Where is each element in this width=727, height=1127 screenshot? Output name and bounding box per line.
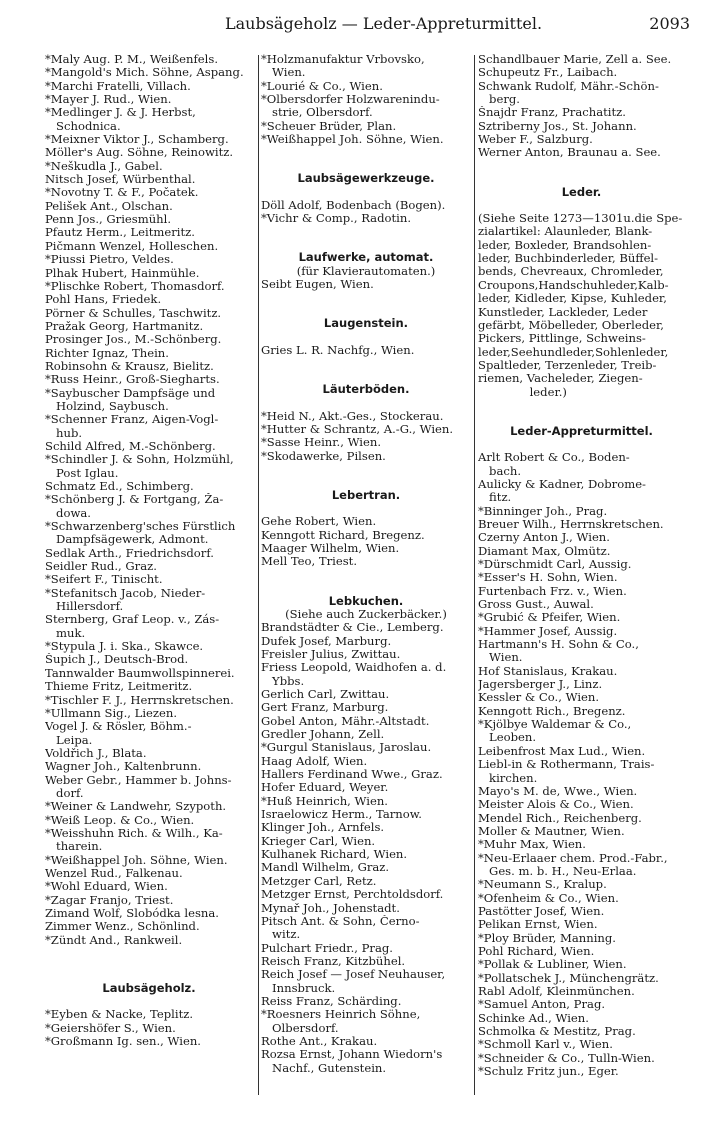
directory-entry: Arlt Robert & Co., Boden- [478,451,630,465]
directory-entry: Sternberg, Graf Leop. v., Zás- [45,613,220,627]
directory-entry: Mynař Joh., Johenstadt. [261,901,400,915]
directory-entry: Brandstädter & Cie., Lemberg. [261,621,444,635]
directory-entry: Kessler & Co., Wien. [478,691,600,705]
directory-entry: *Schneider & Co., Tulln-Wien. [478,1051,655,1065]
directory-entry: leder.) [478,385,567,399]
directory-entry: Schodnica. [45,119,121,133]
directory-entry: *Muhr Max, Wien. [478,838,586,852]
directory-entry: Prosinger Jos., M.-Schönberg. [45,333,222,347]
directory-entry: Pickers, Pittlinge, Schweins- [478,332,646,346]
directory-entry: *Schmoll Karl v., Wien. [478,1038,613,1052]
directory-entry: Innsbruck. [261,981,336,995]
directory-entry: leder, Boxleder, Brandsohlen- [478,238,652,252]
directory-entry: Gries L. R. Nachfg., Wien. [261,343,415,357]
directory-entry: *Ullmann Sig., Liezen. [45,706,178,720]
entry-list [478,53,685,160]
directory-entry: Maager Wilhelm, Wien. [261,541,400,555]
directory-entry: Richter Ignaz, Thein. [45,346,169,360]
directory-entry: *Olbersdorfer Holzwarenindu- [261,93,440,107]
directory-entry: dowa. [45,506,91,520]
directory-entry: Klinger Joh., Arnfels. [261,821,385,835]
directory-entry: Leipa. [45,733,93,747]
directory-entry: Pfautz Herm., Leitmeritz. [45,226,195,240]
directory-entry: Schinke Ad., Wien. [478,1011,589,1025]
directory-entry: *Stypula J. i. Ska., Skawce. [45,640,204,654]
directory-entry: Moller & Mautner, Wien. [478,824,625,838]
column-divider-2 [474,55,475,1095]
directory-entry: Penn Jos., Griesmühl. [45,213,172,227]
page-number: 2093 [649,14,690,33]
directory-entry: Voldřich J., Blata. [45,746,147,760]
directory-entry: Mell Teo, Triest. [261,555,358,569]
directory-entry: Schmolka & Mestitz, Prag. [478,1025,636,1039]
directory-entry: Gehe Robert, Wien. [261,515,377,529]
column-3 [478,53,685,1078]
directory-entry: zialartikel: Alaunleder, Blank- [478,225,653,239]
column-2 [261,53,471,1075]
directory-entry: *Hutter & Schrantz, A.-G., Wien. [261,422,454,436]
directory-entry: *Schulz Fritz jun., Eger. [478,1065,619,1079]
running-title: Laubsägeholz — Leder-Appreturmittel. [225,14,543,33]
directory-entry: Czerny Anton J., Wien. [478,531,610,545]
directory-entry: Schupeutz Fr., Laibach. [478,66,618,80]
directory-entry: *Wohl Eduard, Wien. [45,880,168,894]
section-heading: Leder. [561,184,602,199]
directory-entry: leder,Seehundleder,Sohlenleder, [478,345,669,359]
directory-entry: *Russ Heinr., Groß-Siegharts. [45,373,220,387]
directory-entry: *Schindler J. & Sohn, Holzmühl, [45,453,234,467]
entry-list [261,199,471,226]
directory-entry: *Grubić & Pfeifer, Wien. [478,611,621,625]
directory-entry: berg. [478,93,520,107]
directory-entry: *Skodawerke, Pilsen. [261,449,386,463]
directory-entry: Pičmann Wenzel, Holleschen. [45,239,219,253]
entry-list [261,515,471,568]
directory-entry: Werner Anton, Braunau a. See. [478,146,661,160]
directory-entry: Spaltleder, Terzenleder, Treib- [478,358,657,372]
directory-entry: muk. [45,626,86,640]
directory-entry: Pitsch Ant. & Sohn, Černo- [261,914,420,928]
directory-entry: *Ploy Brüder, Manning. [478,931,616,945]
directory-entry: *Huß Heinrich, Wien. [261,794,388,808]
directory-entry: *Maly Aug. P. M., Weißenfels. [45,53,219,66]
directory-entry: Jagersberger J., Linz. [478,678,603,692]
directory-entry: *Mangold's Mich. Söhne, Aspang. [45,66,244,80]
directory-entry: Gredler Johann, Zell. [261,728,385,742]
directory-entry: *Weisshuhn Rich. & Wilh., Ka- [45,826,223,840]
directory-entry: Reiss Franz, Schärding. [261,994,402,1008]
directory-entry: *Schwarzenberg'sches Fürstlich [45,520,236,534]
directory-entry: Nitsch Josef, Würbenthal. [45,173,196,187]
section-heading: Lebkuchen. [328,593,404,608]
directory-entry: Mendel Rich., Reichenberg. [478,811,642,825]
entry-list [45,1008,253,1048]
directory-entry: fitz. [478,491,512,505]
directory-entry: Gert Franz, Marburg. [261,701,389,715]
directory-entry: *Scheuer Brüder, Plan. [261,119,397,133]
directory-entry: *Schenner Franz, Aigen-Vogl- [45,413,219,427]
directory-entry: *Holzmanufaktur Vrbovsko, [261,53,425,66]
directory-entry: Gross Gust., Auwal. [478,598,594,612]
directory-entry: Seibt Eugen, Wien. [261,278,374,292]
directory-entry: Wien. [261,66,306,80]
directory-entry: *Mayer J. Rud., Wien. [45,93,172,107]
section-heading: Laufwerke, automat. [298,250,434,265]
directory-entry: Weber F., Salzburg. [478,133,593,147]
directory-entry: Liebl-in & Rothermann, Trais- [478,758,655,772]
directory-entry: Pulchart Friedr., Prag. [261,941,393,955]
directory-entry: *Gurgul Stanislaus, Jaroslau. [261,741,432,755]
directory-entry: Dufek Josef, Marburg. [261,634,392,648]
directory-entry: Schmatz Ed., Schimberg. [45,480,194,493]
directory-entry: Krieger Carl, Wien. [261,834,376,848]
section-note: (für Klavierautomaten.) [296,263,436,278]
entry-list [45,53,253,947]
directory-entry: *Marchi Fratelli, Villach. [45,79,191,93]
directory-entry: Metzger Carl, Retz. [261,874,377,888]
directory-entry: *Zündt And., Rankweil. [45,933,183,947]
directory-entry: *Zagar Franjo, Triest. [45,893,174,907]
directory-entry: *Schönberg J. & Fortgang, Ža- [45,493,224,507]
directory-entry: *Hammer Josef, Aussig. [478,624,618,638]
directory-entry: Haag Adolf, Wien. [261,754,368,768]
section-heading: Laubsägewerkzeuge. [297,171,435,186]
directory-entry: *Vichr & Comp., Radotin. [261,212,412,226]
directory-entry: *Novotny T. & F., Počatek. [45,186,199,200]
directory-entry: Plhak Hubert, Hainmühle. [45,266,200,280]
section-heading: Lebertran. [331,487,401,502]
directory-entry: *Samuel Anton, Prag. [478,998,606,1012]
directory-entry: Sedlak Arth., Friedrichsdorf. [45,546,214,560]
page-header [40,8,690,36]
directory-entry: *Binninger Joh., Prag. [478,504,608,518]
entry-list [261,278,471,291]
directory-entry: (Siehe Seite 1273—1301u.die Spe- [478,212,683,226]
directory-entry: leder, Kidleder, Kipse, Kuhleder, [478,292,667,306]
directory-entry: Mandl Wilhelm, Graz. [261,861,390,875]
directory-entry: Hallers Ferdinand Wwe., Graz. [261,768,443,782]
directory-entry: Robinsohn & Krausz, Bielitz. [45,359,214,373]
directory-entry: Hartmann's H. Sohn & Co., [478,638,639,652]
directory-entry: Döll Adolf, Bodenbach (Bogen). [261,198,446,212]
directory-entry: Pražak Georg, Hartmanitz. [45,319,204,333]
column-1 [45,53,253,1048]
directory-entry: Wagner Joh., Kaltenbrunn. [45,760,202,774]
directory-entry: Reich Josef — Josef Neuhauser, [261,968,446,982]
directory-entry: *Seifert F., Tinischt. [45,573,163,587]
directory-entry: *Meixner Viktor J., Schamberg. [45,133,229,147]
directory-entry: Pelišek Ant., Olschan. [45,199,173,213]
directory-entry: *Weißhappel Joh. Söhne, Wien. [261,133,444,147]
directory-entry: Thieme Fritz, Leitmeritz. [45,680,193,694]
directory-entry: Breuer Wilh., Herrnskretschen. [478,517,664,531]
directory-entry: *Medlinger J. & J. Herbst, [45,106,196,120]
directory-entry: tharein. [45,840,103,854]
directory-entry: *Geiershöfer S., Wien. [45,1021,176,1035]
directory-entry: Vogel J. & Rösler, Böhm.- [45,720,192,734]
directory-entry: Kenngott Richard, Bregenz. [261,528,425,542]
directory-entry: gefärbt, Möbelleder, Oberleder, [478,318,664,332]
directory-entry: Kenngott Rich., Bregenz. [478,704,626,718]
entry-list [261,53,471,146]
directory-entry: bends, Chevreaux, Chromleder, [478,265,664,279]
directory-entry: *Sasse Heinr., Wien. [261,436,382,450]
directory-entry: Rothe Ant., Krakau. [261,1034,378,1048]
directory-entry: *Ofenheim & Co., Wien. [478,891,619,905]
directory-entry: *Neumann S., Kralup. [478,878,607,892]
directory-entry: hub. [45,426,83,440]
directory-entry: Seidler Rud., Graz. [45,560,157,574]
directory-entry: Post Iglau. [45,466,119,480]
directory-entry: dorf. [45,786,84,800]
entry-list [261,410,471,463]
directory-entry: Pelikan Ernst, Wien. [478,918,598,932]
directory-entry: *Lourié & Co., Wien. [261,79,383,93]
directory-entry: *Saybuscher Dampfsäge und [45,386,216,400]
section-heading: Läuterböden. [322,382,410,397]
directory-entry: *Weißhappel Joh. Söhne, Wien. [45,853,228,867]
directory-entry: *Tischler F. J., Herrnskretschen. [45,693,234,707]
directory-entry: Gobel Anton, Mähr.-Altstadt. [261,714,430,728]
directory-entry: Olbersdorf. [261,1021,339,1035]
directory-entry: Hillersdorf. [45,600,124,614]
directory-entry: Metzger Ernst, Perchtoldsdorf. [261,888,444,902]
directory-entry: Kunstleder, Lackleder, Leder [478,305,648,319]
directory-entry: Hofer Eduard, Weyer. [261,781,389,795]
directory-entry: *Weiner & Landwehr, Szypoth. [45,800,227,814]
directory-entry: *Esser's H. Sohn, Wien. [478,571,618,585]
directory-entry: *Großmann Ig. sen., Wien. [45,1035,201,1049]
directory-entry: Ybbs. [261,674,305,688]
directory-entry: Schild Alfred, M.-Schönberg. [45,439,216,453]
directory-entry: strie, Olbersdorf. [261,106,373,120]
directory-entry: Freisler Julius, Zwittau. [261,647,401,661]
directory-entry: *Dürschmidt Carl, Aussig. [478,558,632,571]
directory-entry: Zimand Wolf, Slobódka lesna. [45,907,219,920]
directory-entry: witz. [261,928,301,942]
directory-entry: Pörner & Schulles, Taschwitz. [45,306,222,320]
directory-entry: Schwank Rudolf, Mähr.-Schön- [478,79,659,93]
directory-entry: Holzind, Saybusch. [45,399,169,413]
directory-entry: Mayo's M. de, Wwe., Wien. [478,784,638,798]
directory-entry: Rozsa Ernst, Johann Wiedorn's [261,1048,443,1062]
section-heading: Laugenstein. [323,316,409,331]
directory-entry: Zimmer Wenz., Schönlind. [45,920,200,934]
directory-entry: Aulicky & Kadner, Dobrome- [478,477,646,491]
directory-entry: Croupons,Handschuhleder,Kalb- [478,278,669,292]
directory-entry: Pastötter Josef, Wien. [478,904,605,918]
entry-list [478,212,685,399]
entry-list [478,451,685,1078]
directory-entry: *Roesners Heinrich Söhne, [261,1008,421,1022]
directory-entry: Schandlbauer Marie, Zell a. See. [478,53,672,66]
directory-entry: *Stefanitsch Jacob, Nieder- [45,586,206,600]
directory-entry: Leoben. [478,731,537,745]
directory-entry: riemen, Vacheleder, Ziegen- [478,372,643,386]
directory-entry: *Kjölbye Waldemar & Co., [478,718,632,732]
directory-entry: bach. [478,464,522,478]
directory-entry: Šnajdr Franz, Prachatitz. [478,106,626,120]
directory-entry: *Neškudla J., Gabel. [45,159,163,173]
section-note: (Siehe auch Zuckerbäcker.) [285,606,447,621]
directory-entry: Wien. [478,651,523,665]
directory-entry: Pohl Richard, Wien. [478,944,595,958]
directory-entry: kirchen. [478,771,538,785]
directory-entry: *Pollatschek J., Münchengrätz. [478,971,659,985]
directory-entry: Nachf., Gutenstein. [261,1061,387,1075]
directory-entry: *Weiß Leop. & Co., Wien. [45,813,195,827]
directory-entry: Hof Stanislaus, Krakau. [478,664,618,678]
directory-entry: Meister Alois & Co., Wien. [478,798,634,812]
directory-entry: Gerlich Carl, Zwittau. [261,688,390,701]
directory-entry: Wenzel Rud., Falkenau. [45,866,183,880]
directory-entry: Pohl Hans, Friedek. [45,293,162,307]
directory-entry: Friess Leopold, Waidhofen a. d. [261,661,447,675]
directory-entry: *Eyben & Nacke, Teplitz. [45,1008,194,1022]
directory-entry: Sztriberny Jos., St. Johann. [478,119,637,133]
directory-entry: Diamant Max, Olmütz. [478,544,611,558]
directory-entry: Rabl Adolf, Kleinmünchen. [478,985,635,998]
directory-entry: Tannwalder Baumwollspinnerei. [45,666,235,680]
entry-list [261,621,471,1075]
entry-list [261,344,471,357]
directory-entry: Kulhanek Richard, Wien. [261,848,408,862]
directory-entry: Šupich J., Deutsch-Brod. [45,653,189,667]
directory-entry: Möller's Aug. Söhne, Reinowitz. [45,146,234,160]
directory-entry: *Pollak & Lubliner, Wien. [478,958,627,972]
directory-entry: *Plischke Robert, Thomasdorf. [45,279,225,293]
directory-entry: leder, Buchbinderleder, Büffel- [478,252,659,266]
section-heading: Leder-Appreturmittel. [510,423,653,438]
directory-entry: Dampfsägewerk, Admont. [45,533,209,547]
column-divider-1 [258,55,259,1095]
directory-entry: Furtenbach Frz. v., Wien. [478,584,627,598]
directory-entry: Israelowicz Herm., Tarnow. [261,808,422,822]
directory-entry: Weber Gebr., Hammer b. Johns- [45,773,232,787]
directory-entry: *Neu-Erlaaer chem. Prod.-Fabr., [478,851,668,865]
directory-entry: *Heid N., Akt.-Ges., Stockerau. [261,409,444,423]
directory-entry: Leibenfrost Max Lud., Wien. [478,744,646,758]
directory-entry: Ges. m. b. H., Neu-Erlaa. [478,864,637,878]
section-heading: Laubsägeholz. [102,981,196,996]
directory-entry: *Piussi Pietro, Veldes. [45,253,174,267]
directory-entry: Reisch Franz, Kitzbühel. [261,954,406,968]
